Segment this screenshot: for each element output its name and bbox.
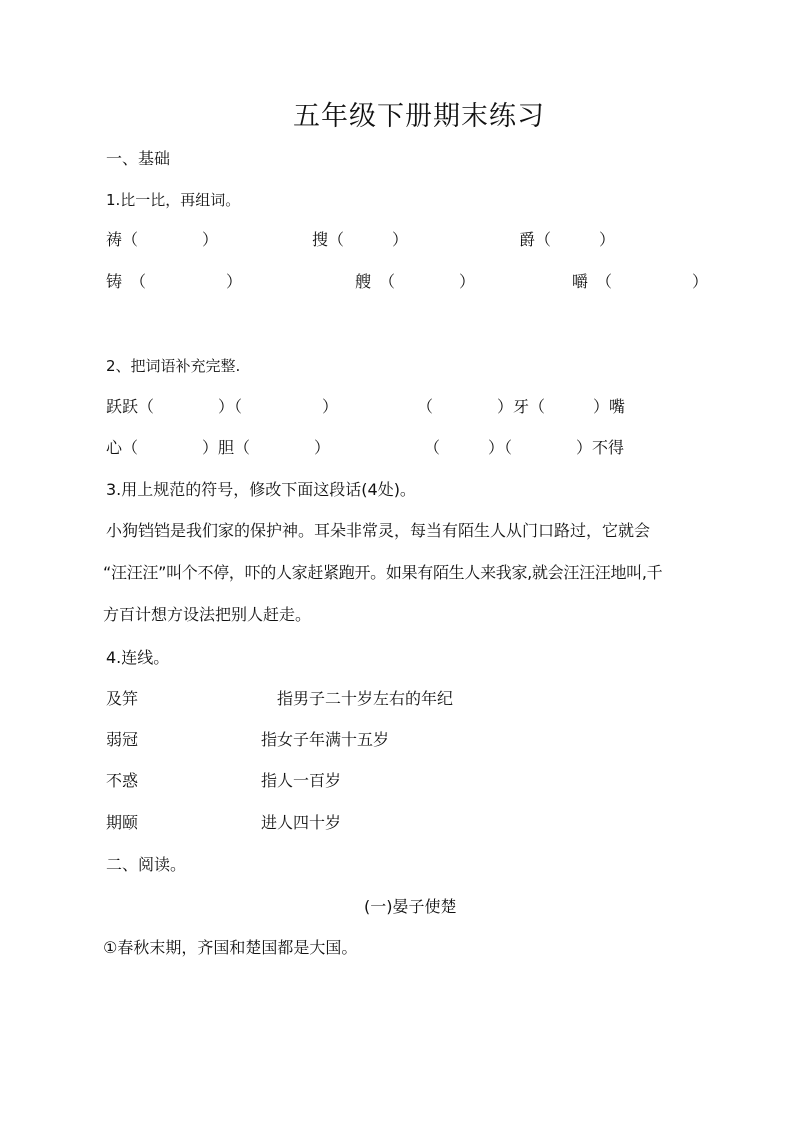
- page-title: 五年级下册期末练习: [293, 101, 545, 132]
- section-heading-basics: 一、基础: [106, 149, 171, 168]
- match-left-item: 弱冠: [106, 730, 139, 749]
- q2-item-bude: （ ）（ ）不得: [424, 438, 625, 457]
- q1-item-sou2: 艘 （ ）: [355, 272, 476, 291]
- q1-item-zhu: 铸 （ ）: [106, 272, 243, 291]
- question-3-prompt: 3.用上规范的符号，修改下面这段话(4处)。: [106, 480, 416, 499]
- q1-item-jue: 爵（ ）: [519, 230, 616, 249]
- q2-item-ya-zui: （ ）牙（ ）嘴: [417, 397, 626, 416]
- question-1-prompt: 1.比一比，再组词。: [106, 191, 241, 209]
- q2-item-xin-dan: 心（ ）胆（ ）: [106, 438, 331, 457]
- match-right-item: 指男子二十岁左右的年纪: [277, 689, 454, 708]
- q3-paragraph-line-3: 方百计想方设法把别人赶走。: [103, 605, 312, 624]
- question-2-prompt: 2、把词语补充完整.: [106, 357, 241, 375]
- match-left-item: 及笄: [106, 689, 139, 708]
- q3-paragraph-line-1: 小狗铛铛是我们家的保护神。耳朵非常灵，每当有陌生人从门口路过，它就会: [106, 521, 651, 540]
- q1-item-jiao: 嚼 （ ）: [572, 272, 709, 291]
- question-4-prompt: 4.连线。: [106, 648, 170, 667]
- match-right-item: 指女子年满十五岁: [261, 730, 390, 749]
- reading-paragraph-1: ①春秋末期，齐国和楚国都是大国。: [103, 938, 358, 957]
- match-right-item: 进人四十岁: [261, 813, 342, 832]
- q1-item-sou: 搜（ ）: [312, 230, 409, 249]
- reading-passage-title: (一)晏子使楚: [364, 897, 457, 916]
- q2-item-yueyue: 跃跃（ ）（ ）: [106, 397, 339, 416]
- section-heading-reading: 二、阅读。: [106, 855, 187, 874]
- q3-paragraph-line-2: “汪汪汪”叫个不停，吓的人家赶紧跑开。如果有陌生人来我家,就会汪汪汪地叫,千: [103, 563, 663, 582]
- match-right-item: 指人一百岁: [261, 771, 342, 790]
- match-left-item: 期颐: [106, 813, 139, 832]
- match-left-item: 不惑: [106, 771, 139, 790]
- q1-item-dao: 祷（ ）: [106, 230, 219, 249]
